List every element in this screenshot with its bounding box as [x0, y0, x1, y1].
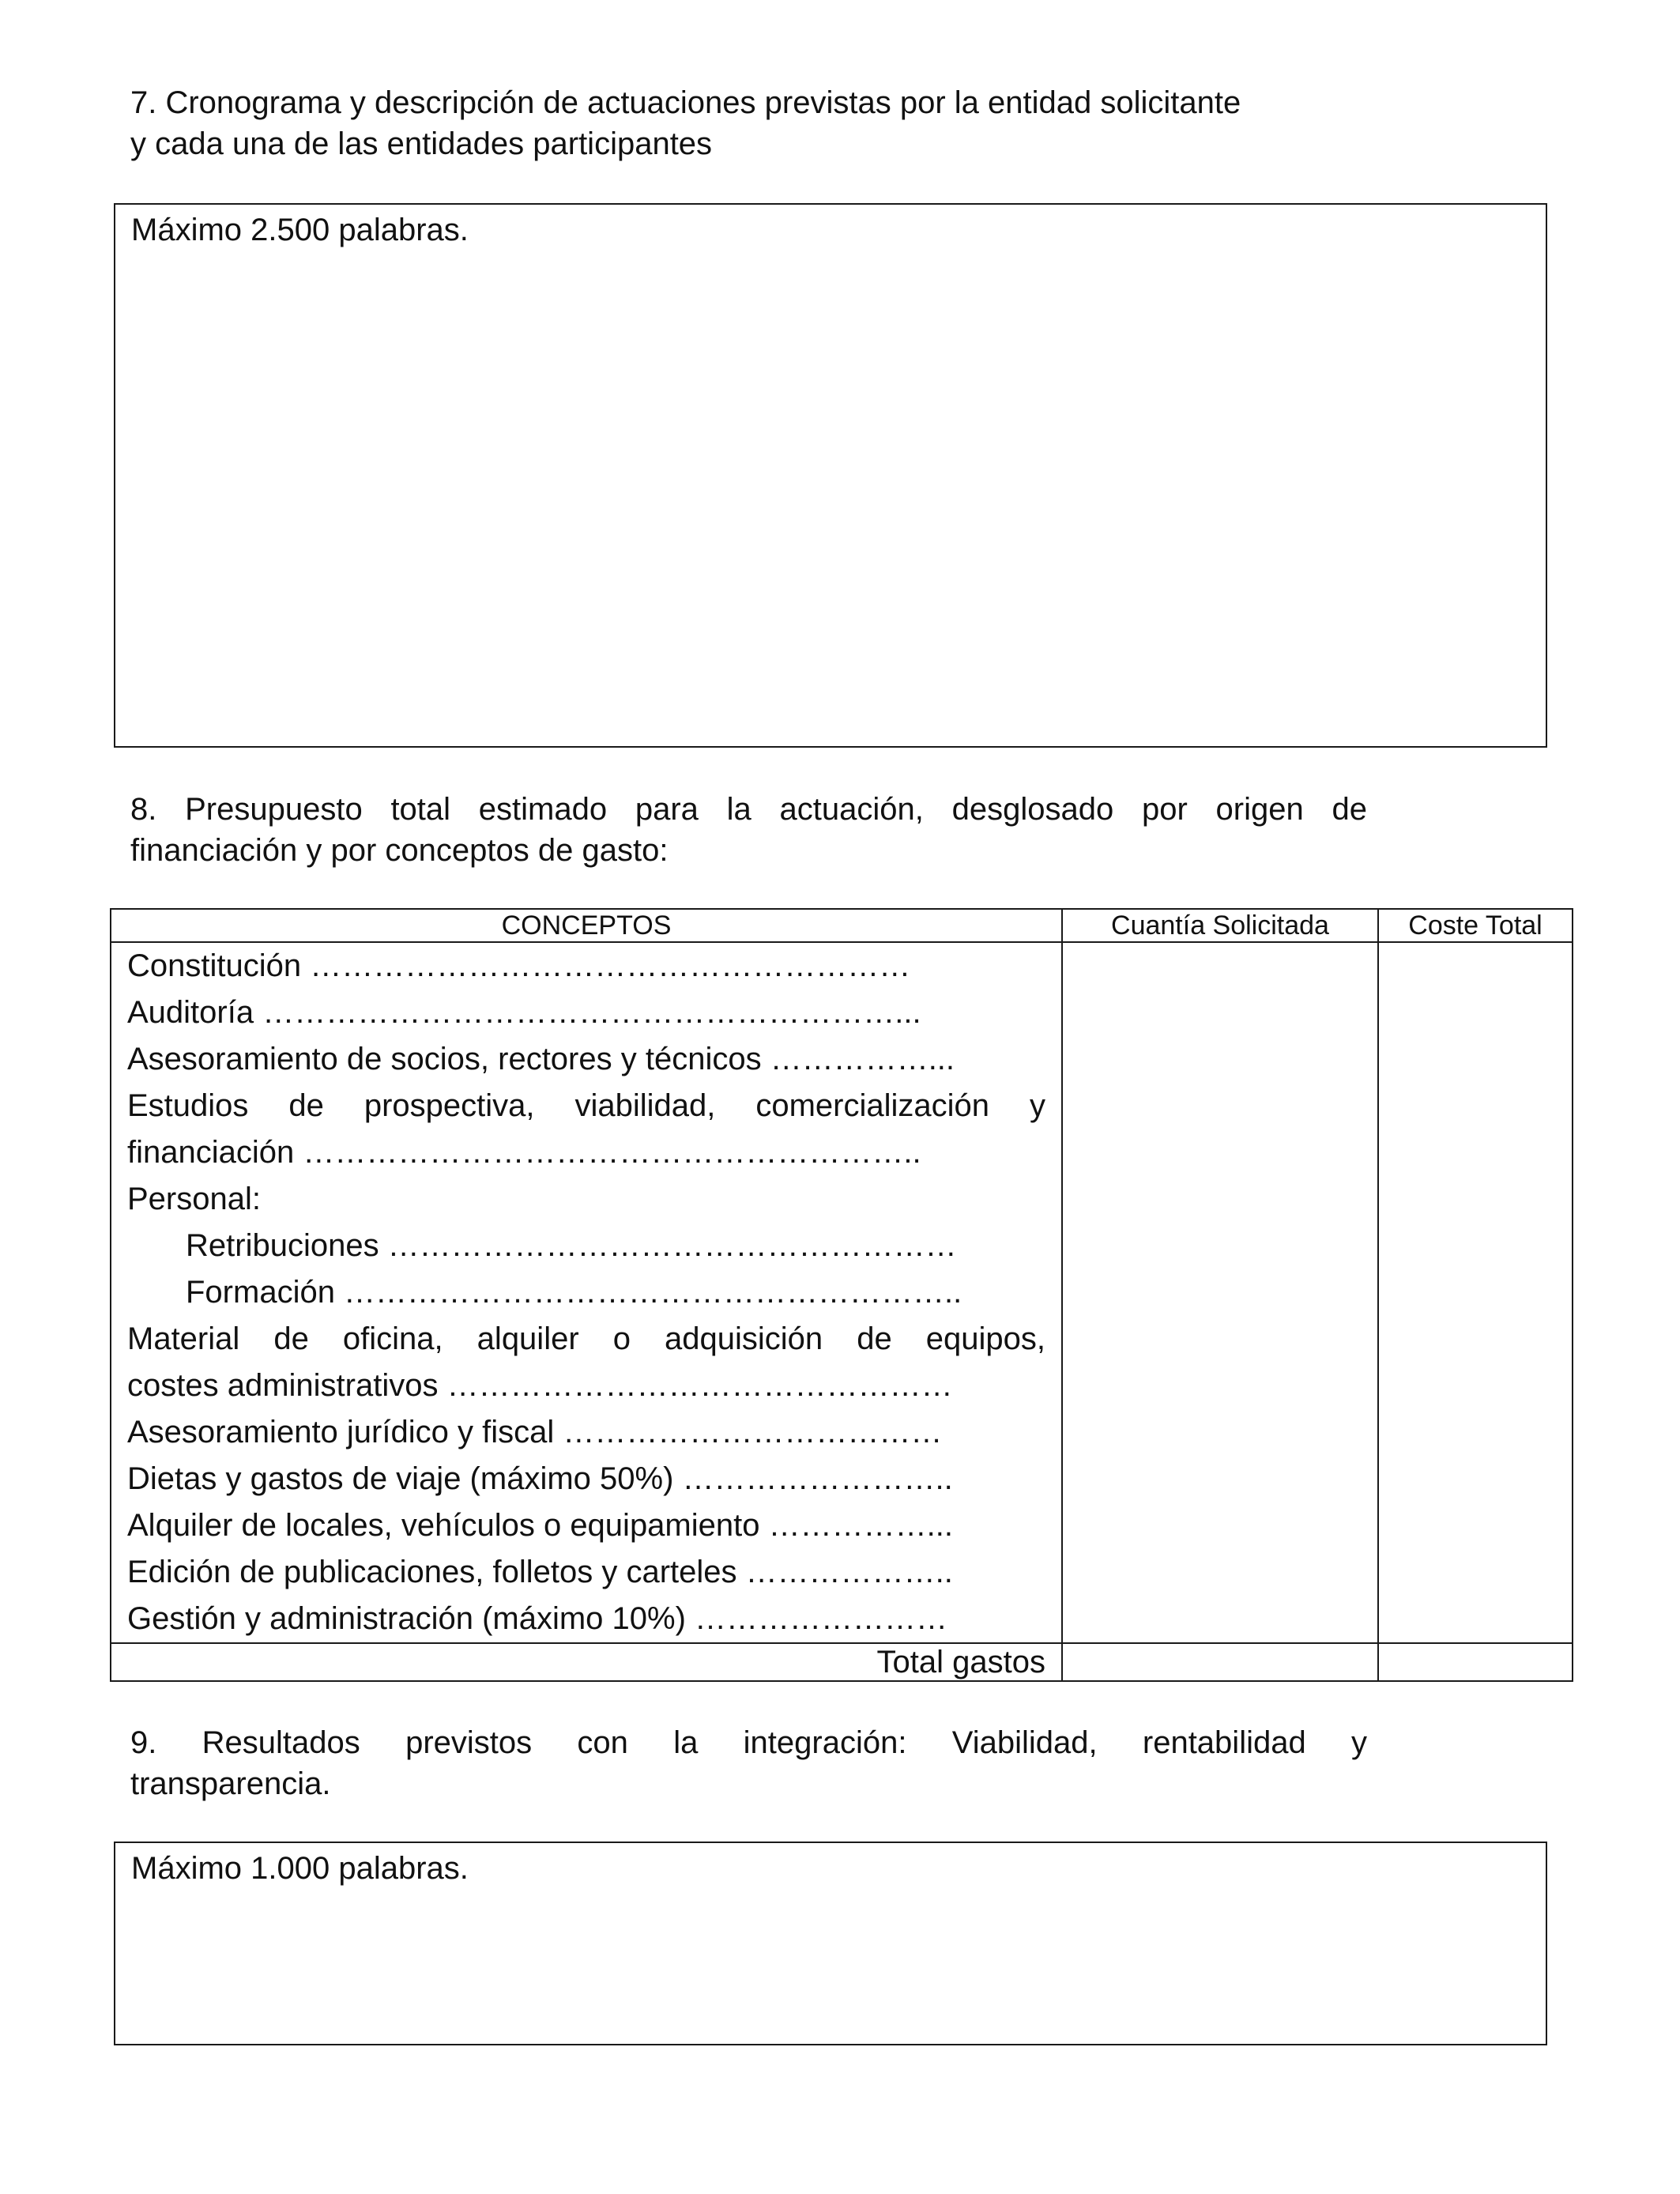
concept-alquiler: Alquiler de locales, vehículos o equipamiento ……………... [127, 1508, 953, 1543]
section-9-text-area[interactable] [114, 1842, 1547, 2045]
concept-retribuciones: Retribuciones ……………………………………………… [186, 1228, 957, 1263]
coste-total-cell[interactable] [1378, 942, 1573, 1643]
concept-formacion: Formación ………………………………………………….. [186, 1275, 962, 1310]
section-7-heading-line-2: y cada una de las entidades participantes [130, 126, 713, 161]
section-8-heading-line-1: 8. Presupuesto total estimado para la actuación, desglosado por origen de [130, 792, 1367, 827]
total-coste-cell[interactable] [1378, 1643, 1573, 1681]
budget-header-row [111, 909, 1573, 942]
total-cuantia-cell[interactable] [1062, 1643, 1378, 1681]
budget-total-row [111, 1643, 1573, 1681]
concept-estudios-line-2: financiación ………………………………………………….. [127, 1135, 921, 1170]
section-8-heading [130, 789, 1367, 871]
section-7-heading [130, 82, 1367, 164]
concept-constitucion: Constitución ………………………………………………… [127, 948, 911, 983]
concept-material-line-1: Material de oficina, alquiler o adquisición de equipos, [127, 1321, 1045, 1356]
concept-dietas: Dietas y gastos de viaje (máximo 50%) …………………….. [127, 1461, 953, 1496]
concept-asesoramiento-socios: Asesoramiento de socios, rectores y técnicos ……………... [127, 1042, 955, 1076]
total-gastos-label: Total gastos [111, 1643, 1062, 1681]
section-9-word-limit: Máximo 1.000 palabras. [131, 1851, 469, 1886]
concept-personal: Personal: [127, 1182, 261, 1216]
concept-estudios-line-1: Estudios de prospectiva, viabilidad, comercialización y [127, 1088, 1045, 1123]
section-9-heading [130, 1722, 1367, 1804]
cuantia-solicitada-cell[interactable] [1062, 942, 1378, 1643]
budget-concepts-row [111, 942, 1573, 1643]
concept-asesoramiento-juridico: Asesoramiento jurídico y fiscal ……………………………… [127, 1415, 943, 1449]
concept-material-line-2: costes administrativos ………………………………………… [127, 1368, 953, 1403]
header-conceptos: CONCEPTOS [111, 909, 1062, 942]
section-9-heading-line-2: transparencia. [130, 1766, 331, 1801]
section-7-text-area[interactable] [114, 203, 1547, 748]
concept-edicion: Edición de publicaciones, folletos y carteles ……………….. [127, 1555, 953, 1589]
section-8-heading-line-2: financiación y por conceptos de gasto: [130, 833, 669, 868]
header-coste-total: Coste Total [1378, 909, 1573, 942]
section-7-heading-line-1: 7. Cronograma y descripción de actuaciones previstas por la entidad solicitante [130, 85, 1241, 120]
section-9-heading-line-1: 9. Resultados previstos con la integración: Viabilidad, rentabilidad y [130, 1725, 1367, 1760]
header-cuantia-solicitada: Cuantía Solicitada [1062, 909, 1378, 942]
budget-table [110, 908, 1573, 1682]
concept-gestion: Gestión y administración (máximo 10%) …………………… [127, 1601, 948, 1636]
concepts-cell [111, 942, 1062, 1643]
section-7-word-limit: Máximo 2.500 palabras. [131, 213, 469, 247]
concept-auditoria: Auditoría ……………………………………………………... [127, 995, 921, 1030]
